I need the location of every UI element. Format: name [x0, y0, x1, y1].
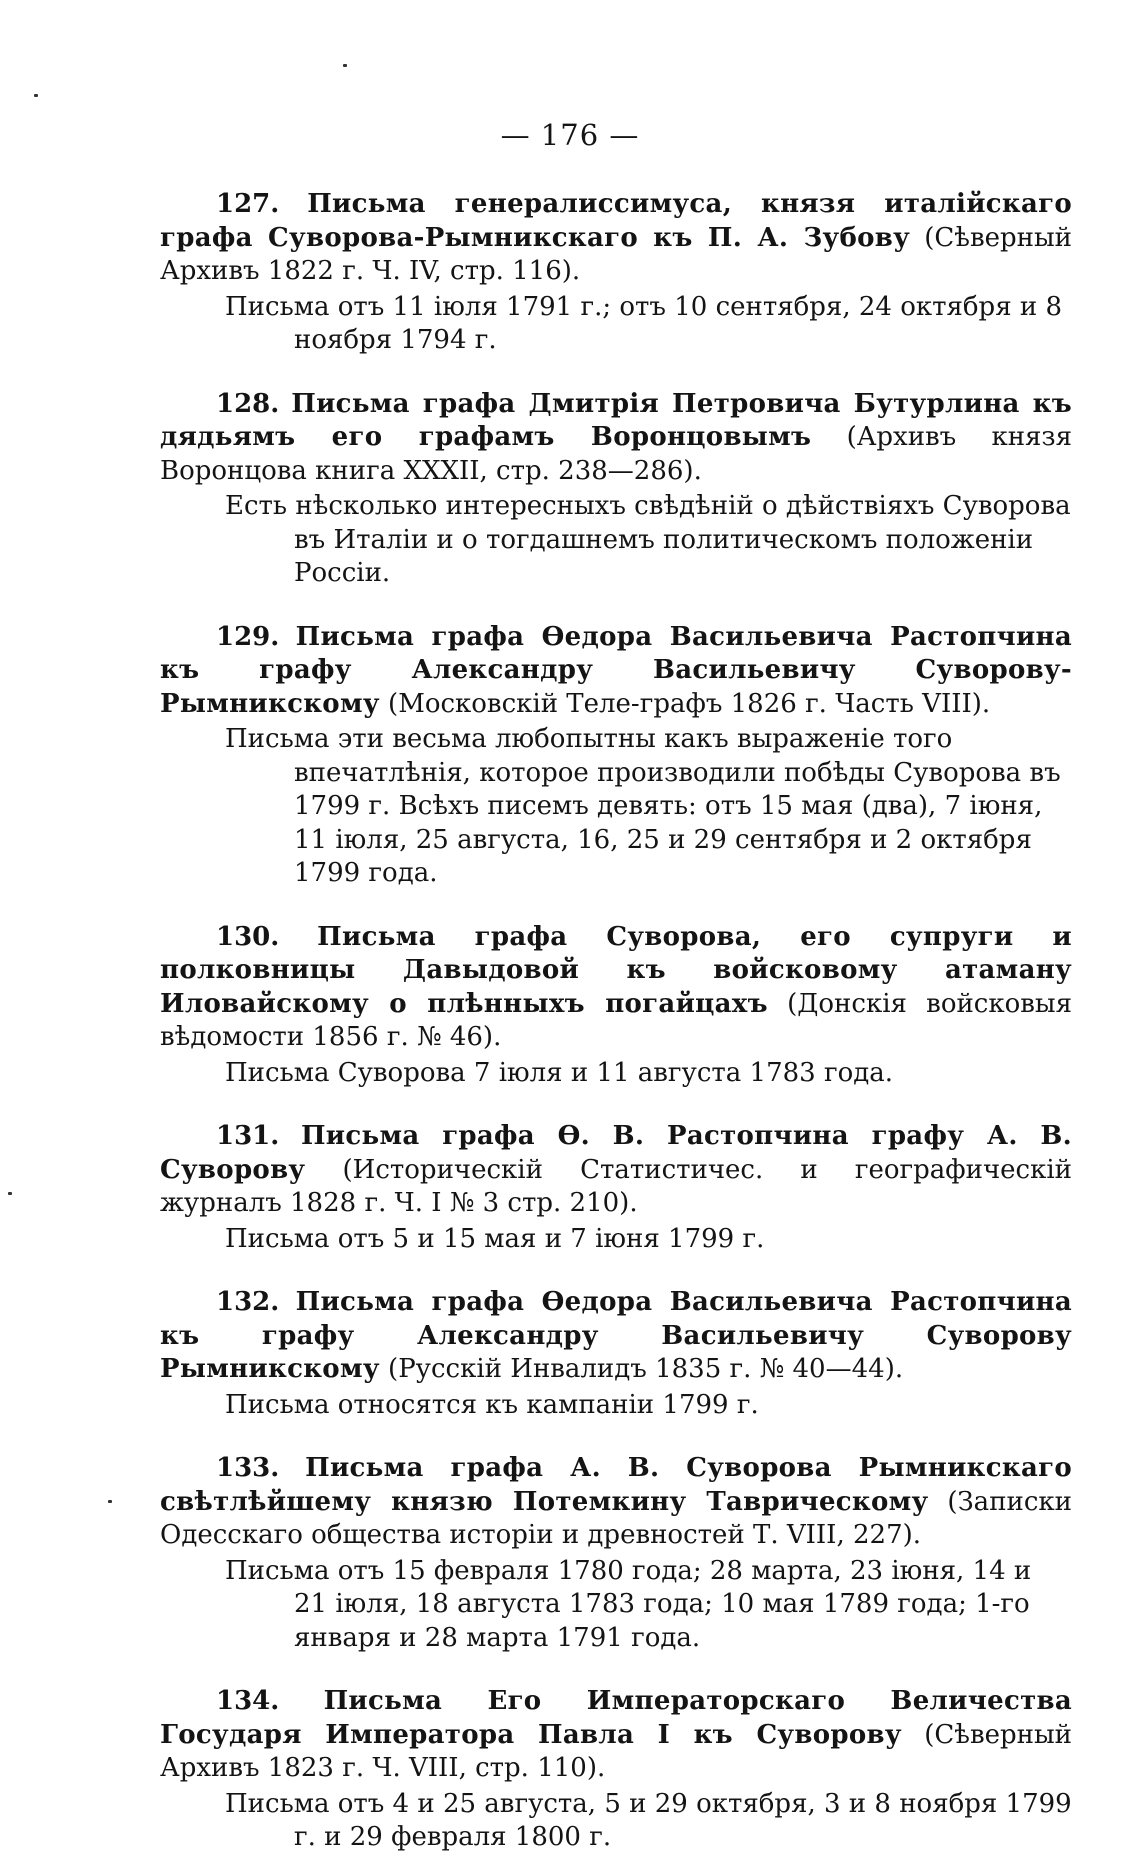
bibliography-entry	[160, 921, 1072, 1091]
entry-title: Письма графа Дмитрія Петровича Бутурлина къ дядьямъ его графамъ Воронцовымъ	[160, 388, 1072, 452]
entry-number: 129.	[216, 621, 280, 652]
entry-note: Письма эти весьма любопытны какъ выраженіе того впечатлѣнія, которое производили побѣды Суворова въ 1799 г. Всѣхъ писемъ девять: отъ 15 мая (два), 7 іюня, 11 іюля, 25 августа, 16, 25 и 29 сентября и 2 октября 1799 года.	[225, 724, 1061, 888]
entry-heading	[160, 1286, 1072, 1387]
bibliography-list	[160, 188, 1072, 1855]
entry-heading	[160, 188, 1072, 289]
entry-heading	[160, 1685, 1072, 1786]
page-number: — 176 —	[500, 118, 640, 152]
entry-title: Письма графа Өедора Васильевича Растопчина къ графу Александру Васильевичу Суворову-Рымникскому	[160, 621, 1073, 719]
entry-number: 133.	[216, 1453, 280, 1483]
entry-number: 134.	[216, 1686, 280, 1716]
bibliography-entry	[160, 621, 1072, 891]
entry-heading	[160, 1452, 1072, 1553]
entry-note: Письма отъ 4 и 25 августа, 5 и 29 октября, 3 и 8 ноября 1799 г. и 29 февраля 1800 г.	[225, 1788, 1072, 1852]
entry-title: Письма графа Ө. В. Растопчина графу А. В. Суворову	[160, 1121, 1072, 1185]
entry-note: Есть нѣсколько интересныхъ свѣдѣній о дѣйствіяхъ Суворова въ Италіи и о тогдашнемъ политическомъ положеніи Россіи.	[225, 491, 1071, 588]
entry-note: Письма отъ 15 февраля 1780 года; 28 марта, 23 іюня, 14 и 21 іюля, 18 августа 1783 года; 10 мая 1789 года; 1-го января и 28 марта 1791 года.	[225, 1555, 1032, 1653]
bibliography-entry	[160, 1286, 1072, 1422]
bibliography-entry	[160, 1120, 1072, 1256]
entry-number: 132.	[216, 1287, 280, 1317]
print-speck	[108, 1500, 112, 1503]
bibliography-entry	[160, 1452, 1072, 1655]
entry-source: (Московскій Теле-графъ 1826 г. Часть VIII).	[388, 688, 991, 719]
entry-source: (Историческій Статистичес. и географическій журналъ 1828 г. Ч. I № 3 стр. 210).	[160, 1154, 1072, 1218]
bibliography-entry	[160, 1685, 1072, 1855]
entry-source: (Русскій Инвалидъ 1835 г. № 40—44).	[388, 1354, 904, 1384]
entry-title: Письма графа Суворова, его супруги и полковницы Давыдовой къ войсковому атаману Иловайскому о плѣнныхъ погайцахъ	[160, 921, 1072, 1019]
entry-source: (Сѣверный Архивъ 1823 г. Ч. VIII, стр. 110).	[160, 1719, 1072, 1783]
print-speck	[34, 94, 38, 97]
print-speck	[8, 1192, 12, 1195]
entry-heading	[160, 921, 1072, 1055]
entry-title: Письма графа Өедора Васильевича Растопчина къ графу Александру Васильевичу Суворову Рымникскому	[160, 1287, 1073, 1384]
entry-title: Письма графа А. В. Суворова Рымникскаго свѣтлѣйшему князю Потемкину Таврическому	[160, 1453, 1072, 1517]
entry-source: (Записки Одесскаго общества исторіи и древностей Т. VIII, 227).	[160, 1486, 1072, 1550]
entry-heading	[160, 388, 1072, 489]
bibliography-entry	[160, 388, 1072, 591]
entry-note: Письма отъ 5 и 15 мая и 7 іюня 1799 г.	[225, 1223, 765, 1254]
entry-source: (Донскія войсковыя вѣдомости 1856 г. № 46).	[160, 988, 1072, 1052]
entry-source: (Архивъ князя Воронцова книга XXXII, стр. 238—286).	[160, 422, 1073, 486]
entry-note: Письма отъ 11 іюля 1791 г.; отъ 10 сентября, 24 октября и 8 ноября 1794 г.	[225, 291, 1063, 355]
entry-number: 128.	[216, 388, 280, 419]
entry-note: Письма Суворова 7 іюля и 11 августа 1783 года.	[225, 1057, 894, 1088]
print-speck	[343, 64, 347, 67]
entry-number: 127.	[216, 189, 280, 219]
entry-number: 131.	[216, 1121, 280, 1151]
entry-note: Письма относятся къ кампаніи 1799 г.	[225, 1389, 759, 1420]
entry-title: Письма Его Императорскаго Величества Государя Императора Павла I къ Суворову	[160, 1686, 1072, 1750]
entry-source: (Сѣверный Архивъ 1822 г. Ч. IV, стр. 116).	[160, 222, 1072, 286]
entry-heading	[160, 621, 1072, 722]
entry-heading	[160, 1120, 1072, 1221]
entry-title: Письма генералиссимуса, князя италійскаго графа Суворова-Рымникскаго къ П. А. Зубову	[160, 189, 1073, 253]
bibliography-entry	[160, 188, 1072, 358]
entry-number: 130.	[216, 921, 280, 952]
